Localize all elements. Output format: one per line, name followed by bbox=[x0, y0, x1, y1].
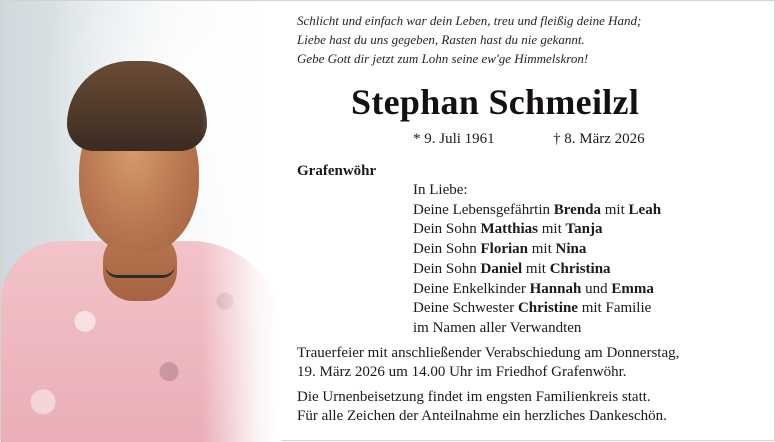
mourner-row bbox=[413, 240, 768, 260]
mourner-row bbox=[413, 299, 768, 319]
mourner-relation: Dein Sohn bbox=[413, 221, 481, 238]
service-line: 19. März 2026 um 14.00 Uhr im Friedhof Grafenwöhr. bbox=[297, 364, 627, 380]
place-name: Grafenwöhr bbox=[297, 163, 377, 179]
mourner-name: Florian bbox=[480, 241, 528, 258]
mourner-row bbox=[413, 260, 768, 280]
mourners-list bbox=[413, 181, 768, 339]
mourner-name: Hannah bbox=[529, 280, 582, 297]
poem-line: Liebe hast du uns gegeben, Rasten hast du nie gekannt. bbox=[297, 32, 585, 47]
mourner-name: Christine bbox=[517, 300, 578, 317]
mourner-partner: Emma bbox=[611, 280, 654, 297]
portrait-photo bbox=[1, 1, 281, 442]
mourner-relation: Dein Sohn bbox=[413, 241, 481, 258]
mourner-name: Matthias bbox=[480, 221, 538, 238]
closing-line: Für alle Zeichen der Anteilnahme ein herzliches Dankeschön. bbox=[297, 408, 667, 424]
mourner-partner: Nina bbox=[555, 241, 587, 258]
birth-date: * 9. Juli 1961 bbox=[413, 131, 495, 147]
mourner-name: Daniel bbox=[480, 260, 523, 277]
mourner-row bbox=[413, 280, 768, 300]
mourner-partner: Leah bbox=[628, 201, 662, 218]
mourner-joiner: mit bbox=[538, 221, 566, 238]
service-line: Trauerfeier mit anschließender Verabschiedung am Donnerstag, bbox=[297, 345, 680, 361]
poem-line: Gebe Gott dir jetzt zum Lohn seine ew'ge Himmelskron! bbox=[297, 51, 589, 66]
poem-line: Schlicht und einfach war dein Leben, treu und fleißig deine Hand; bbox=[297, 13, 642, 28]
mourners-intro: In Liebe: bbox=[413, 182, 468, 198]
mourner-relation: Dein Sohn bbox=[413, 260, 481, 277]
mourner-relation: Deine Schwester bbox=[413, 300, 518, 317]
mourner-partner: Tanja bbox=[565, 221, 603, 238]
mourner-name: Brenda bbox=[553, 201, 602, 218]
mourner-row bbox=[413, 201, 768, 221]
mourner-partner: Christina bbox=[549, 260, 611, 277]
closing-text bbox=[297, 388, 767, 426]
deceased-name: Stephan Schmeilzl bbox=[351, 82, 640, 122]
mourner-joiner: und bbox=[581, 280, 612, 297]
mourner-relation: Deine Enkelkinder bbox=[413, 280, 530, 297]
mourner-relation: Deine Lebensgefährtin bbox=[413, 201, 554, 218]
poem bbox=[297, 11, 767, 68]
mourner-joiner: mit bbox=[528, 241, 556, 258]
mourner-joiner: mit bbox=[601, 201, 629, 218]
mourners-outro: im Namen aller Verwandten bbox=[413, 319, 582, 336]
mourner-row bbox=[413, 220, 768, 240]
photo-necklace bbox=[105, 265, 175, 278]
death-date: † 8. März 2026 bbox=[553, 131, 645, 147]
closing-line: Die Urnenbeisetzung findet im engsten Familienkreis statt. bbox=[297, 389, 651, 405]
service-info bbox=[297, 344, 767, 382]
mourner-joiner: mit bbox=[522, 260, 550, 277]
photo-fade bbox=[201, 1, 281, 442]
mourner-joiner: mit Familie bbox=[577, 300, 652, 317]
